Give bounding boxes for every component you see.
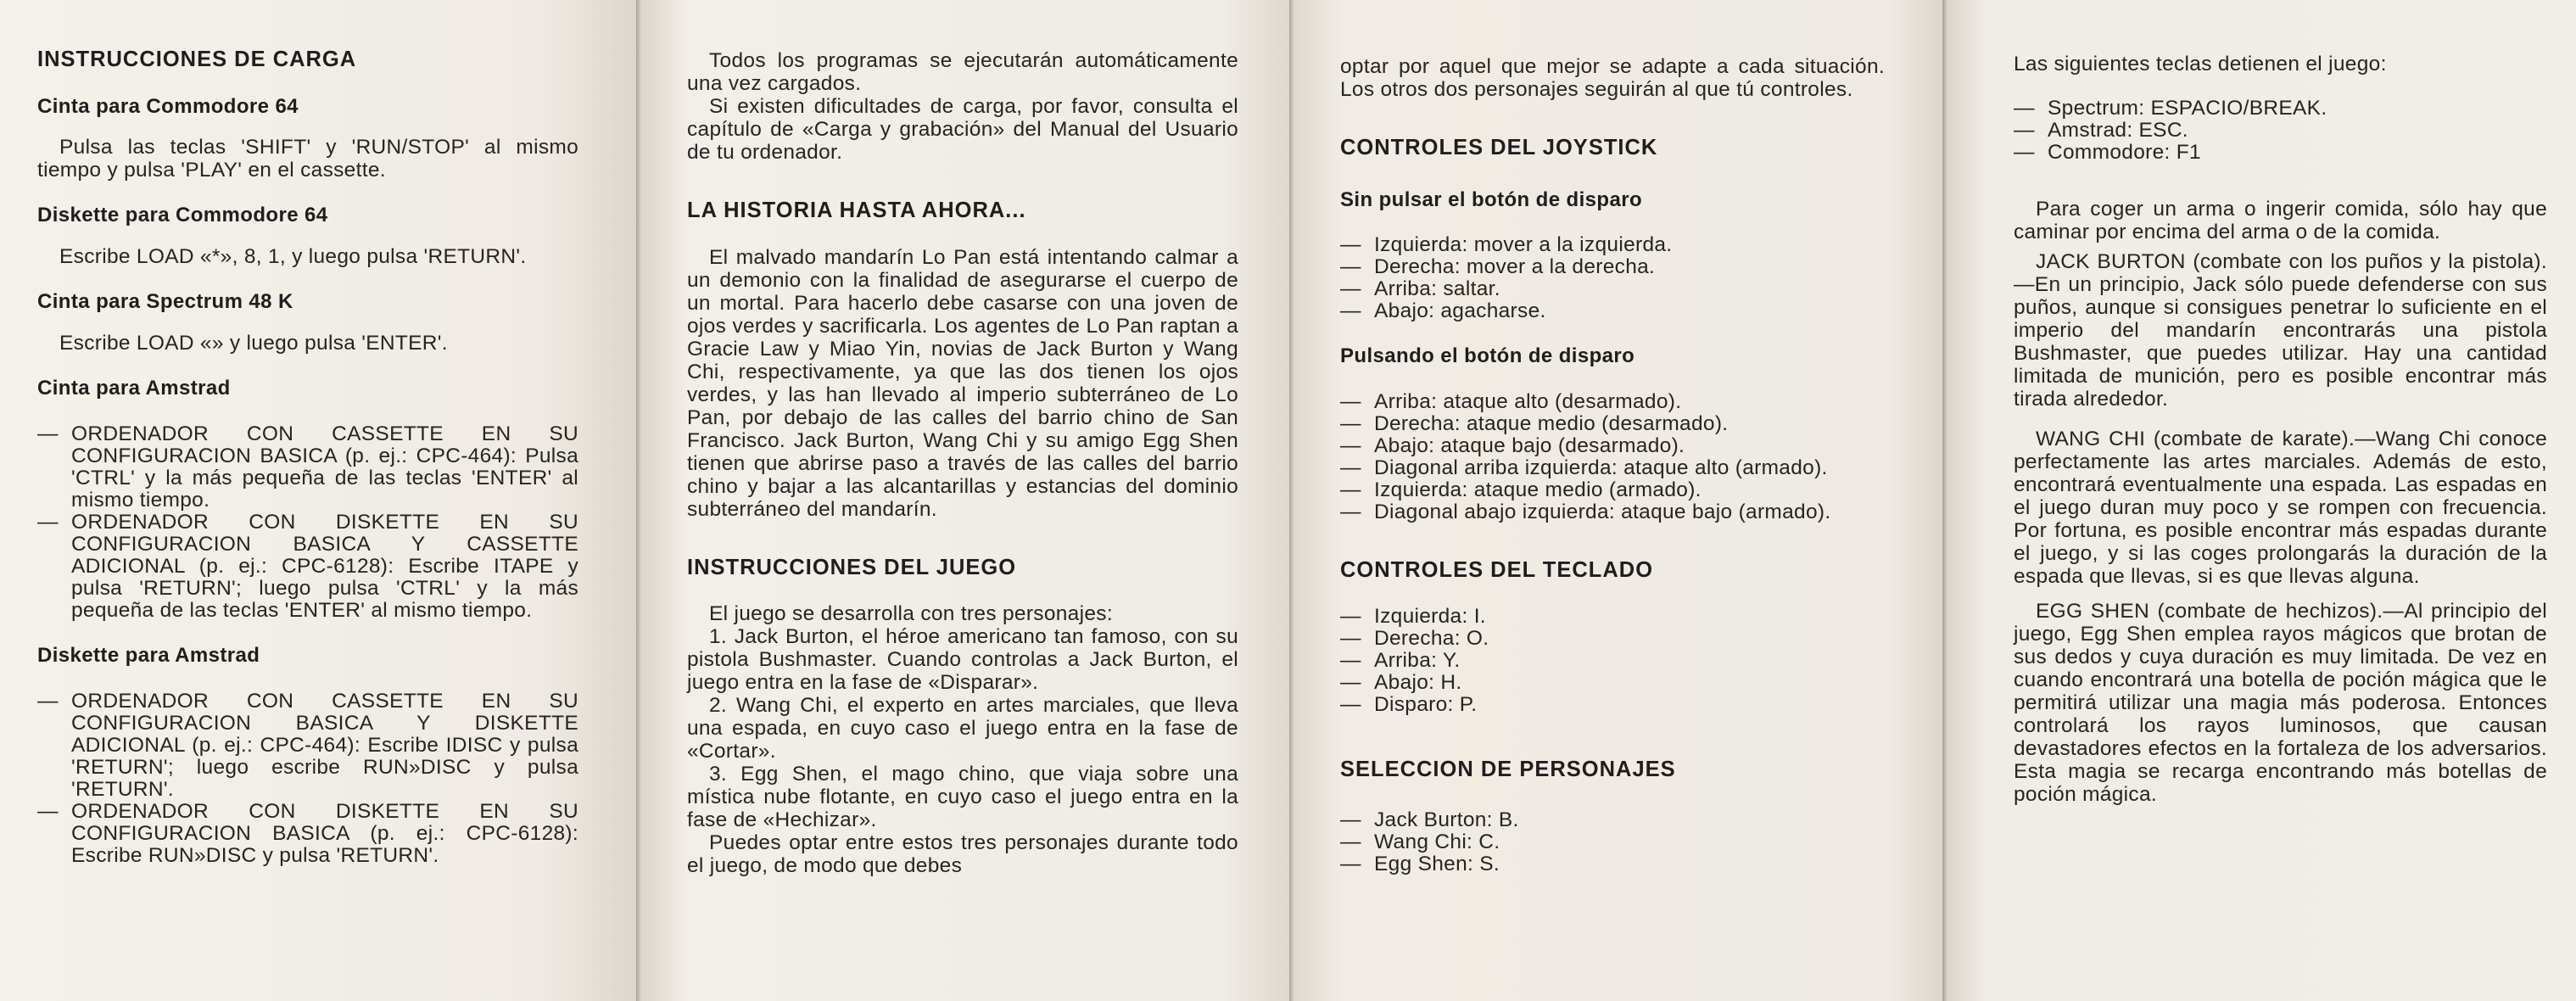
list-item: — Abajo: H. (1340, 672, 1885, 694)
list-item: — ORDENADOR CON CASSETTE EN SU CONFIGURACION BASICA (p. ej.: CPC-464): Pulsa 'CTRL' y la más pequeña de las teclas 'ENTER' al mismo tiempo. (37, 423, 578, 512)
list-with-fire (1340, 391, 1885, 523)
list-without-fire (1340, 234, 1885, 322)
heading-keyboard-controls: CONTROLES DEL TECLADO (1340, 558, 1654, 583)
text-c64-tape: Pulsa las teclas 'SHIFT' y 'RUN/STOP' al mismo tiempo y pulsa 'PLAY' en el cassette. (37, 136, 578, 182)
text-story: El malvado mandarín Lo Pan está intentando calmar a un demonio con la finalidad de asegurarse el cuerpo de un mortal. Para hacerlo debe casarse con una joven de ojos verdes y sacrificarla. Los agentes de Lo Pan raptan a Gracie Law y Miao Yin, novias de Jack Burton y Wang Chi, respectivamente, ya que las dos tienen los ojos verdes, y las han llevado al imperio subterráneo de Lo Pan, por debajo de las calles del barrio chino de San Francisco. Jack Burton, Wang Chi y su amigo Egg Shen tienen que abrirse paso a través de las calles del barrio chino y bajar a las alcantarillas y estancias del dominio subterráneo del mandarín. (687, 245, 1238, 521)
heading-loading-instructions: INSTRUCCIONES DE CARGA (37, 48, 357, 71)
text-choose-character: Puedes optar entre estos tres personajes durante todo el juego, de modo que debes (687, 831, 1238, 878)
text-pick-up-items: Para coger un arma o ingerir comida, sólo hay que caminar por encima del arma o de la comida. (2014, 198, 2547, 243)
list-item: — Arriba: ataque alto (desarmado). (1340, 391, 1885, 413)
text-jack-burton-combat: JACK BURTON (combate con los puños y la pistola).—En un principio, Jack sólo puede defenderse con sus puños, aunque si consigues penetrar lo suficiente en el imperio del mandarín encontrarás una pistola Bushmaster, que puedes utilizar. Hay una cantidad limitada de munición, pero es posible encontrar más tirada alrededor. (2014, 250, 2547, 411)
text-three-characters: El juego se desarrolla con tres personajes: (709, 602, 1113, 626)
text-wang-chi: 2. Wang Chi, el experto en artes marciales, que lleva una espada, en cuyo caso el juego entra en la fase de «Cortar». (687, 694, 1238, 763)
list-item: — Jack Burton: B. (1340, 809, 1885, 831)
list-item: — Diagonal arriba izquierda: ataque alto (armado). (1340, 457, 1885, 479)
heading-game-instructions: INSTRUCCIONES DEL JUEGO (687, 555, 1017, 579)
list-item: — Commodore: F1 (2014, 142, 2547, 164)
text-wang-chi-combat: WANG CHI (combate de karate).—Wang Chi conoce perfectamente las artes marciales. Además de esto, encontrará eventualmente una espada. Las espadas en el juego duran muy poco y se rompen con frecuencia. Por fortuna, es posible encontrar más espadas durante el juego, y si las coges prolongarás la duración de la espada que llevas, si es que llevas alguna. (2014, 428, 2547, 588)
list-item: — Izquierda: I. (1340, 606, 1885, 628)
list-item: — Derecha: O. (1340, 628, 1885, 650)
heading-with-fire: Pulsando el botón de disparo (1340, 344, 1635, 368)
heading-without-fire: Sin pulsar el botón de disparo (1340, 187, 1643, 211)
list-item: — Izquierda: mover a la izquierda. (1340, 234, 1885, 256)
panel-characters (1942, 0, 2576, 1001)
text-pause-keys: Las siguientes teclas detienen el juego: (2014, 53, 2387, 75)
list-item: — Derecha: mover a la derecha. (1340, 256, 1885, 278)
panel-story (636, 0, 1289, 1001)
list-item: — Spectrum: ESPACIO/BREAK. (2014, 98, 2547, 120)
heading-amstrad-disk: Diskette para Amstrad (37, 643, 260, 667)
list-character-keys (1340, 809, 1885, 875)
heading-c64-disk: Diskette para Commodore 64 (37, 204, 328, 227)
panel-loading (0, 0, 636, 1001)
list-item: — Disparo: P. (1340, 694, 1885, 716)
heading-story: LA HISTORIA HASTA AHORA... (687, 199, 1026, 222)
fold-shadow (636, 0, 641, 1001)
list-item: — Izquierda: ataque medio (armado). (1340, 479, 1885, 501)
heading-amstrad-tape: Cinta para Amstrad (37, 376, 231, 400)
text-autorun: Todos los programas se ejecutarán automáticamente una vez cargados. (687, 49, 1238, 95)
list-item: — Derecha: ataque medio (desarmado). (1340, 413, 1885, 435)
text-loading-help: Si existen dificultades de carga, por favor, consulta el capítulo de «Carga y grabación» del Manual del Usuario de tu ordenador. (687, 95, 1238, 164)
list-item: — ORDENADOR CON DISKETTE EN SU CONFIGURACION BASICA Y CASSETTE ADICIONAL (p. ej.: CPC-6128): Escribe ITAPE y pulsa 'RETURN'; luego pulsa 'CTRL' y la más pequeña de las teclas 'ENTER' al mismo tiempo. (37, 512, 578, 622)
list-item: — Arriba: saltar. (1340, 278, 1885, 300)
text-egg-shen: 3. Egg Shen, el mago chino, que viaja sobre una mística nube flotante, en cuyo caso el juego entra en la fase de «Hechizar». (687, 763, 1238, 832)
heading-character-selection: SELECCION DE PERSONAJES (1340, 757, 1676, 781)
list-keyboard (1340, 606, 1885, 716)
list-item: — Arriba: Y. (1340, 650, 1885, 672)
text-c64-disk: Escribe LOAD «*», 8, 1, y luego pulsa 'RETURN'. (59, 245, 527, 269)
list-item: — Wang Chi: C. (1340, 831, 1885, 853)
list-item: — Abajo: agacharse. (1340, 300, 1885, 322)
list-amstrad-disk (37, 691, 578, 867)
fold-shadow (1289, 0, 1294, 1001)
list-amstrad-tape (37, 423, 578, 622)
fold-shadow (1942, 0, 1947, 1001)
list-pause-keys (2014, 98, 2547, 164)
list-item: — Abajo: ataque bajo (desarmado). (1340, 435, 1885, 457)
text-continuation: optar por aquel que mejor se adapte a cada situación. Los otros dos personajes seguirán al que tú controles. (1340, 55, 1885, 101)
list-item: — Egg Shen: S. (1340, 853, 1885, 875)
panel-controls (1289, 0, 1942, 1001)
heading-c64-tape: Cinta para Commodore 64 (37, 94, 299, 118)
list-item: — ORDENADOR CON DISKETTE EN SU CONFIGURACION BASICA (p. ej.: CPC-6128): Escribe RUN»DISC y pulsa 'RETURN'. (37, 801, 578, 867)
list-item: — ORDENADOR CON CASSETTE EN SU CONFIGURACION BASICA Y DISKETTE ADICIONAL (p. ej.: CPC-464): Escribe IDISC y pulsa 'RETURN'; luego escribe RUN»DISC y pulsa 'RETURN'. (37, 691, 578, 801)
text-spectrum-tape: Escribe LOAD «» y luego pulsa 'ENTER'. (59, 331, 448, 355)
heading-spectrum-tape: Cinta para Spectrum 48 K (37, 290, 293, 314)
list-item: — Amstrad: ESC. (2014, 120, 2547, 142)
text-jack-burton: 1. Jack Burton, el héroe americano tan famoso, con su pistola Bushmaster. Cuando controlas a Jack Burton, el juego entra en la fase de «Disparar». (687, 625, 1238, 695)
heading-joystick-controls: CONTROLES DEL JOYSTICK (1340, 136, 1658, 159)
list-item: — Diagonal abajo izquierda: ataque bajo (armado). (1340, 501, 1885, 523)
text-egg-shen-combat: EGG SHEN (combate de hechizos).—Al principio del juego, Egg Shen emplea rayos mágicos que brotan de sus dedos y cuya duración es muy limitada. De vez en cuando encontrará una botella de poción mágica que le permitirá utilizar una magia más poderosa. Entonces controlará los rayos luminosos, que causan devastadores efectos en la fortaleza de los adversarios. Esta magia se recarga encontrando más botellas de poción mágica. (2014, 600, 2547, 806)
